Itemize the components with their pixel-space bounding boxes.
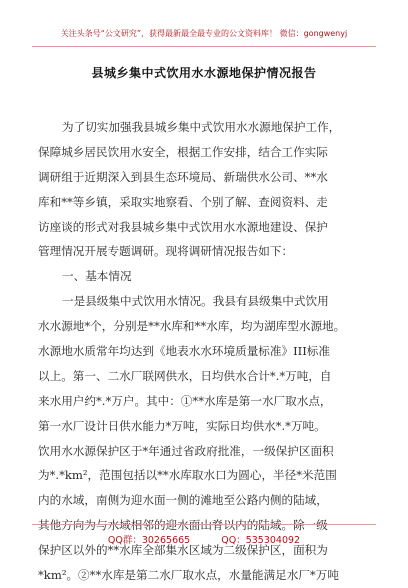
footer-divider <box>32 524 376 525</box>
header-banner: 关注头条号“公文研究”，获得最新最全最专业的公文资料库！ 微信：gongwenyj <box>60 29 348 38</box>
document-title: 县城乡集中式饮用水水源地保护情况报告 <box>91 66 317 80</box>
body-line: 饮用水水源保护区于*年通过省政府批准，一级保护区面积 <box>38 443 334 458</box>
body-line: 调研组于近期深入到县生态环境局、新瑞供水公司、**水 <box>38 169 328 184</box>
body-line: 管理情况开展专题调研。现将调研情况报告如下： <box>38 244 294 259</box>
body-line: 为*.*km²，范围包括以**水库取水口为圆心，半径*米范围 <box>38 468 337 483</box>
section-heading: 一、基本情况 <box>62 269 132 284</box>
body-line: 水水源地*个，分别是**水库和**水库，均为湖库型水源地。 <box>38 319 346 334</box>
body-line: 库和**等乡镇，采取实地察看、个别了解、查阅资料、走 <box>38 194 328 209</box>
body-line: 其他方向为与水域相邻的迎水面山脊以内的陆域。除一级 <box>38 518 328 533</box>
body-line: 以上。第一、二水厂联网供水，日均供水合计*.*万吨，自 <box>38 368 332 383</box>
body-line: 一是县级集中式饮用水情况。我县有县级集中式饮用 <box>62 294 329 309</box>
header-divider <box>32 46 376 47</box>
body-line: 来水用户约*.*万户。其中：①**水库是第一水厂取水点， <box>38 393 332 408</box>
body-line: 第一水厂设计日供水能力*万吨，实际日均供水*.*万吨。 <box>38 418 326 433</box>
body-line: 为了切实加强我县城乡集中式饮用水水源地保护工作， <box>62 120 341 134</box>
body-line: 保障城乡居民饮用水安全，根据工作安排，结合工作实际 <box>38 144 328 159</box>
body-line: 水源地水质常年均达到《地表水水环境质量标准》III标准 <box>38 344 330 359</box>
qq-number-text: QQ：535304092 <box>221 535 301 546</box>
body-line: 访座谈的形式对我县城乡集中式饮用水水源地建设、保护 <box>38 219 328 234</box>
qq-group-text: QQ群：30265665 <box>107 535 191 546</box>
body-line: 内的水域，南侧为迎水面一侧的滩地至公路内侧的陆域， <box>38 493 328 508</box>
footer-contact <box>0 532 408 546</box>
body-line: 保护区以外的**水库全部集水区域为二级保护区，面积为 <box>38 543 328 558</box>
document-body <box>38 115 373 588</box>
body-line: *km²。②**水库是第二水厂取水点，水量能满足水厂*万吨 <box>38 568 339 583</box>
